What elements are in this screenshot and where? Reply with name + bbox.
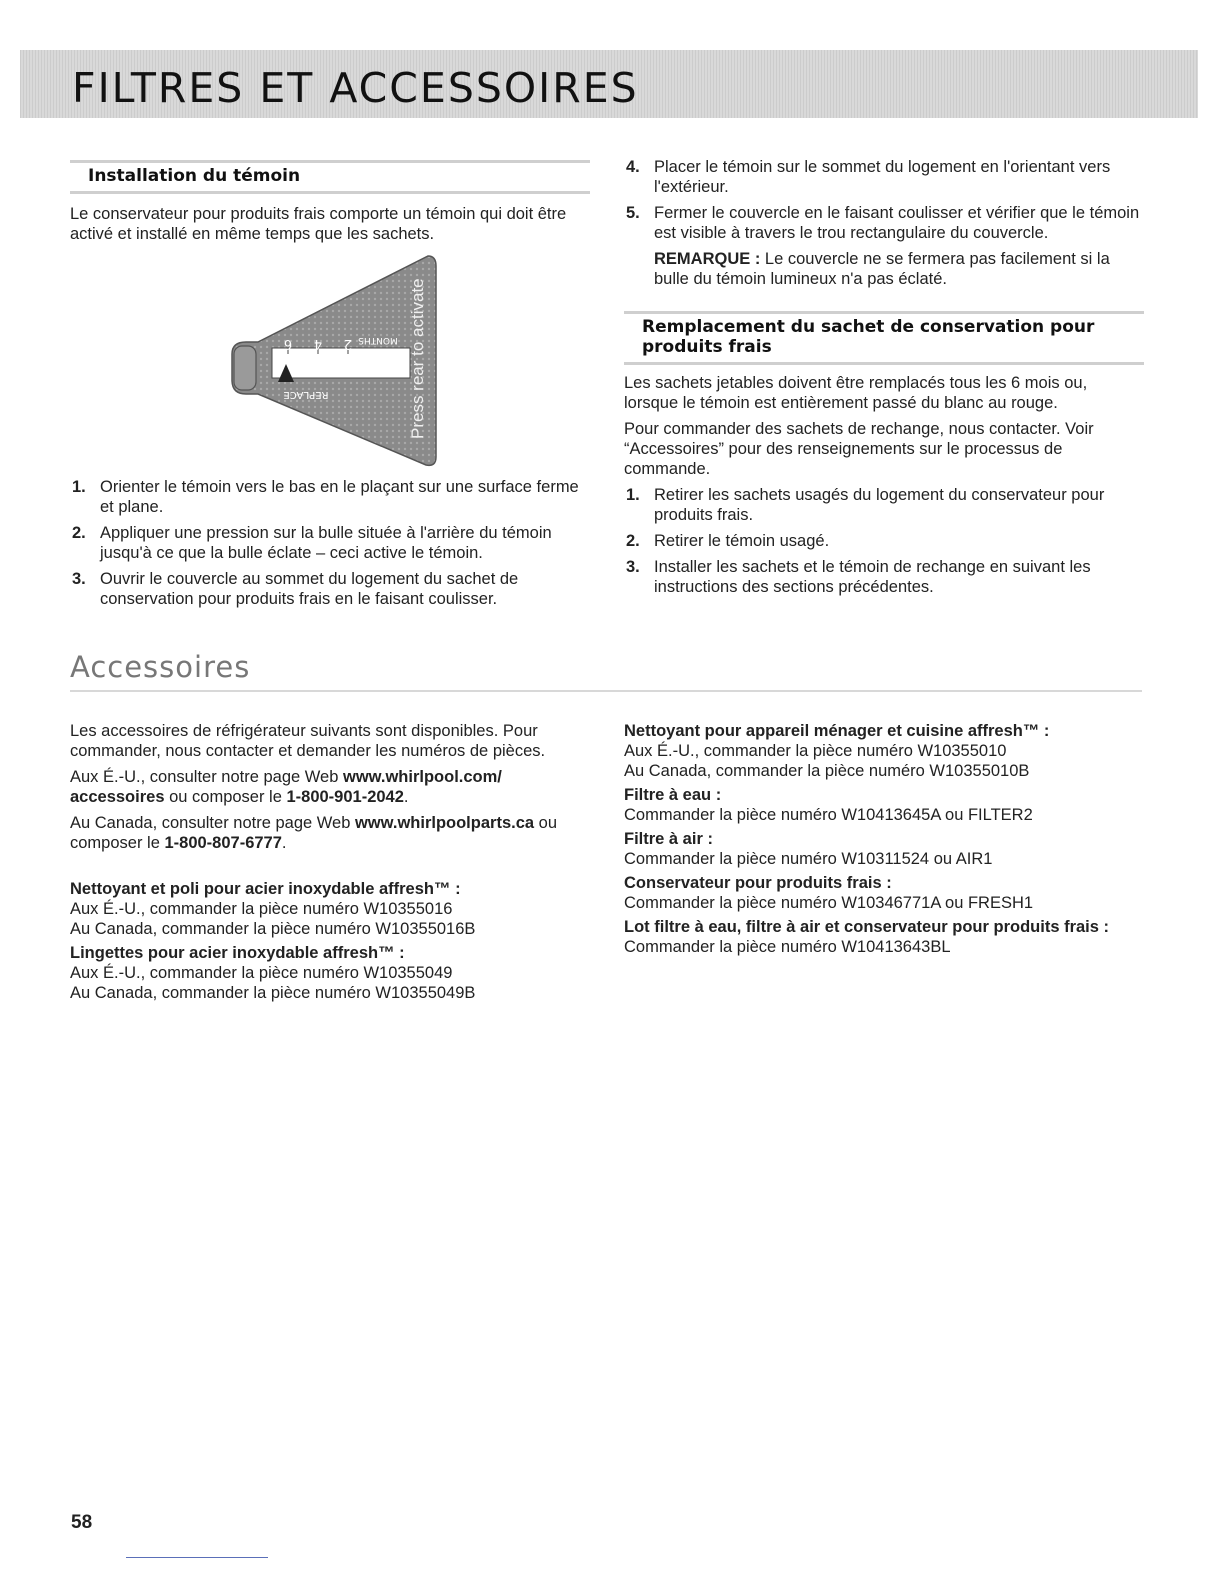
- replacement-step-3: 3. Installer les sachets et le témoin de rechange en suivant les instructions des sections précédentes.: [626, 558, 1091, 596]
- replace-label: [283, 389, 328, 400]
- svg-text:2: 2: [343, 336, 353, 351]
- accessory-item: Conservateur pour produits frais : Commander la pièce numéro W10346771A ou FRESH1: [624, 874, 1034, 912]
- installation-note: REMARQUE : Le couvercle ne se fermera pas facilement si la bulle du témoin lumineux n'a pas éclaté.: [654, 250, 1110, 288]
- installation-steps-left: [70, 477, 590, 615]
- months-label: [358, 335, 398, 345]
- page-number: 58: [71, 1512, 93, 1533]
- svg-text:REPLACE: REPLACE: [283, 389, 329, 400]
- step-4: 4. Placer le témoin sur le sommet du logement en l'orientant vers l'extérieur.: [626, 158, 1111, 196]
- footer-line: [126, 1557, 268, 1558]
- us-website-link[interactable]: www.whirlpool.com/ accessoires: [70, 768, 502, 806]
- installation-section: [70, 160, 590, 250]
- replacement-para-1: Les sachets jetables doivent être remplacés tous les 6 mois ou, lorsque le témoin est entièrement passé du blanc au rouge.: [624, 374, 1088, 412]
- ca-phone: 1-800-807-6777: [164, 834, 282, 852]
- accessory-item: Nettoyant pour appareil ménager et cuisine affresh™ : Aux É.-U., commander la pièce numéro W10355010 Au Canada, commander la pièce numéro W10355010B: [624, 722, 1050, 780]
- step-2: 2. Appliquer une pression sur la bulle située à l'arrière du témoin jusqu'à ce que la bulle éclate – ceci active le témoin.: [72, 524, 552, 562]
- installation-heading: Installation du témoin: [88, 166, 301, 186]
- ca-website-link[interactable]: www.whirlpoolparts.ca: [354, 814, 535, 832]
- heading-rule-bottom: [70, 191, 590, 194]
- replacement-step-2: 2. Retirer le témoin usagé.: [626, 532, 830, 550]
- accessory-item: Lingettes pour acier inoxydable affresh™ : Aux É.-U., commander la pièce numéro W10355049 Au Canada, commander la pièce numéro W10355049B: [70, 944, 476, 1002]
- section-banner: [20, 50, 1198, 118]
- accessories-rule: [70, 690, 1142, 692]
- replacement-para-2: Pour commander des sachets de rechange, nous contacter. Voir “Accessoires” pour des renseignements sur le processus de commande.: [624, 420, 1094, 478]
- svg-text:4: 4: [313, 336, 323, 351]
- us-phone: 1-800-901-2042: [286, 788, 404, 806]
- step-1: 1. Orienter le témoin vers le bas en le plaçant sur une surface ferme et plane.: [72, 478, 579, 516]
- accessories-right: [624, 721, 1164, 961]
- accessory-item: Lot filtre à eau, filtre à air et conservateur pour produits frais : Commander la pièce numéro W10413643BL: [624, 918, 1110, 956]
- accessories-title: Accessoires: [70, 650, 251, 684]
- installation-steps-right: [624, 157, 1144, 295]
- accessory-item: Filtre à air : Commander la pièce numéro W10311524 ou AIR1: [624, 830, 993, 868]
- step-3: 3. Ouvrir le couvercle au sommet du logement du sachet de conservation pour produits frais en le faisant coulisser.: [72, 570, 519, 608]
- month-mark-4: [314, 336, 322, 351]
- accessory-item: Filtre à eau : Commander la pièce numéro W10413645A ou FILTER2: [624, 786, 1033, 824]
- heading-rule-bottom: [624, 362, 1144, 365]
- accessories-us-contact: Aux É.-U., consulter notre page Web www.whirlpool.com/ accessoires ou composer le 1-800-901-2042.: [70, 768, 502, 806]
- accessories-intro: Les accessoires de réfrigérateur suivants sont disponibles. Pour commander, nous contacter et demander les numéros de pièces.: [70, 722, 546, 760]
- accessory-item: Nettoyant et poli pour acier inoxydable affresh™ : Aux É.-U., commander la pièce numéro W10355016 Au Canada, commander la pièce numéro W10355016B: [70, 880, 476, 938]
- step-5: 5. Fermer le couvercle en le faisant coulisser et vérifier que le témoin est visible à travers le trou rectangulaire du couvercle.: [626, 204, 1140, 242]
- freshness-indicator-illustration: [228, 254, 440, 469]
- press-rear-label: [408, 278, 427, 439]
- svg-text:Press rear to activate: Press rear to activate: [408, 278, 427, 439]
- installation-intro: Le conservateur pour produits frais comporte un témoin qui doit être activé et installé en même temps que les sachets.: [70, 205, 567, 243]
- month-mark-2: [344, 336, 352, 351]
- replacement-section: [624, 311, 1144, 603]
- banner-title: FILTRES ET ACCESSOIRES: [72, 64, 639, 112]
- accessories-ca-contact: Au Canada, consulter notre page Web www.whirlpoolparts.ca ou composer le 1-800-807-6777.: [70, 814, 557, 852]
- svg-text:6: 6: [283, 336, 293, 351]
- month-mark-6: [284, 336, 292, 351]
- svg-text:MONTHS: MONTHS: [358, 335, 398, 345]
- accessories-left: [70, 721, 595, 1007]
- replacement-step-1: 1. Retirer les sachets usagés du logement du conservateur pour produits frais.: [626, 486, 1105, 524]
- replacement-heading: Remplacement du sachet de conservation pour produits frais: [642, 317, 1095, 357]
- indicator-figure: [228, 254, 440, 474]
